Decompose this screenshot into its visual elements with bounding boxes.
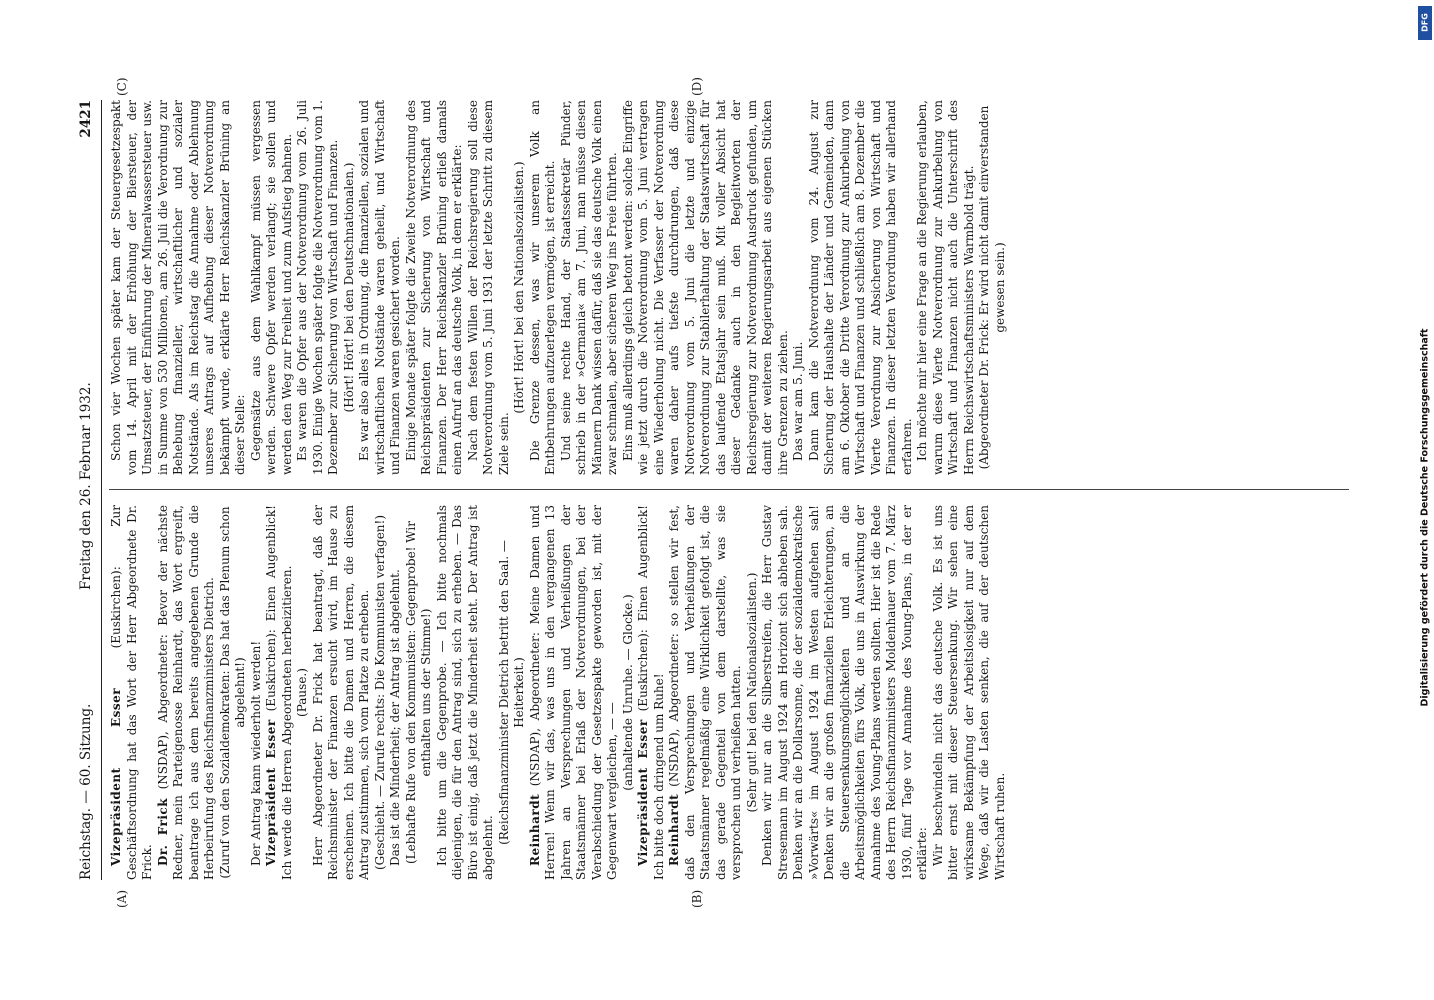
margin-letter-a: (A)	[115, 889, 129, 908]
interjection: (anhaltende Unruhe. — Glocke.)	[620, 594, 635, 791]
page-frame	[75, 77, 1405, 908]
text-paragraph: Der Antrag kann wiederholt werden!	[248, 640, 263, 866]
header-date: Freitag den 26. Februar 1932.	[78, 382, 94, 590]
text-paragraph: Gegensätze aus dem Wahlkampf müssen vergessen werden. Schwere Opfer werden verlangt; sie sollen und werden den Weg zur Freiheit und zum Aufstieg bahnen.	[248, 100, 294, 475]
margin-letter-d: (D)	[690, 77, 704, 96]
speech-text: (NSDAP), Abgeordneter: Meine Damen und Herren! Wenn wir das, was uns in den vergangenen 13 Jahren an Versprechungen und Verheißungen der Staatsmänner bei Erlaß der Notverordnungen, bei der Verabschiedung der Gesetzespakte geworden ist, mit der Gegenwart vergleichen, — —	[527, 505, 619, 880]
text-paragraph: Ich bitte um die Gegenprobe. — Ich bitte nochmals diejenigen, die für den Antrag sind, sich zu erheben. — Das Büro ist einig, daß jetzt die Minderheit steht. Der Antrag ist abgelehnt.	[434, 505, 495, 880]
dfg-logo: DFG	[1418, 6, 1432, 40]
interjection: (Sehr gut! bei den Nationalsozialisten.)	[744, 572, 759, 813]
text-paragraph: Es waren die Opfer aus der Notverordnung vom 26. Juli 1930. Einige Wochen später folgte die Notverordnung vom 1. Dezember zur Sicherung von Wirtschaft und Finanzen.	[295, 100, 340, 475]
text-paragraph: Ich möchte mir hier eine Frage an die Regierung erlauben, warum diese Vierte Notverordnung zur Ankurbelung von Wirtschaft und Finanzen nicht auch die Unterschrift des Herrn Reichswirtschaftsministers Warmbold trägt.	[915, 100, 976, 475]
text-paragraph: Herr Abgeordneter Dr. Frick hat beantragt, daß der Reichsminister der Finanzen ersucht wird, im Hause zu erscheinen. Ich bitte die Damen und Herren, die diesem Antrag zustimmen, sich vom Platze zu erheben.	[310, 505, 371, 880]
speaker-name: Vizepräsident Esser	[636, 719, 650, 866]
column-divider	[109, 489, 1349, 490]
speech-paragraph	[156, 505, 218, 880]
interjection: (Pause.)	[295, 668, 309, 717]
header-session: Reichstag. — 60. Sitzung.	[78, 703, 94, 880]
text-paragraph: Nach dem festen Willen der Reichsregierung soll diese Notverordnung vom 5. Juni 1931 der letzte Schritt zu diesem Ziele sein.	[465, 100, 511, 475]
text-paragraph: Und seine rechte Hand, der Staatssekretär Pünder, schrieb in der »Germania« am 7. Juni, man müsse diesen Männern Dank wissen dafür, daß sie das deutsche Volk einen zwar schmalen, aber sicheren Weg ins Freie führten.	[558, 100, 619, 475]
speaker-name: Reinhardt	[667, 793, 681, 866]
interjection: (Abgeordneter Dr. Frick: Er wird nicht damit einverstanden gewesen sein.)	[977, 105, 1007, 470]
interjection: (Lebhafte Rufe von den Kommunisten: Gegenprobe! Wir enthalten uns der Stimme!)	[403, 520, 433, 865]
interjection: (Hört! Hört! bei den Nationalsozialisten.)	[512, 161, 526, 414]
text-paragraph: Dann kam die Notverordnung vom 24. August zur Sicherung der Haushalte der Länder und Gemeinden, dann am 6. Oktober die Dritte Verordnung zur Ankurbelung von Wirtschaft und Finanzen und schließlich am 8. Dezember die Vierte Verordnung zur Absicherung von Wirtschaft und Finanzen. In dieser letzten Verordnung haben wir allerhand erfahren.	[806, 100, 914, 475]
interjection: (Hört! Hört! bei den Deutschnationalen.)	[341, 162, 356, 413]
speech-text: (Euskirchen): Zur Geschäftsordnung hat das Wort der Herr Abgeordnete Dr. Frick.	[109, 505, 154, 880]
text-paragraph: Denken wir nur an die Silberstreifen, die Herr Gustav Stresemann im August 1924 am Horizont sich abheben sah. Denken wir an die Dollarsonne, die der sozialdemokratische »Vorwärts« im August 1924 im Westen aufgehen sah! Denken wir an die großen finanziellen Erleichterungen, an die Steuersenkungsmöglichkeiten und an die Arbeitsmöglichkeiten fürs Volk, die uns in Auswirkung der Annahme des Young-Plans werden sollten. Hier ist die Rede des Herrn Reichsfinanzministers Moldenhauer vom 7. März 1930, fünf Tage vor Annahme des Young-Plans, in der er erklärte:	[760, 505, 929, 880]
text-paragraph: Die Grenze dessen, was wir unserem Volk an Entbehrungen aufzuerlegen vermögen, ist erreicht.	[527, 100, 557, 475]
speaker-name: Vizepräsident Esser	[264, 719, 278, 866]
speech-text: (NSDAP), Abgeordneter: so stellen wir fest, daß den Versprechungen und Verheißungen der Staatsmänner regelmäßig eine Wirklichkeit gefolgt ist, die das gerade Gegenteil von dem darstellte, was sie versprochen und verheißen hatten.	[667, 505, 743, 880]
left-column	[109, 505, 1389, 880]
rotated-document-page	[75, 77, 1405, 908]
page-number: 2421	[78, 100, 94, 138]
interjection: (Reichsfinanzminister Dietrich betritt den Saal. — Heiterkeit.)	[496, 540, 526, 845]
text-paragraph: Es war also alles in Ordnung, die finanziellen, sozialen und wirtschaftlichen Notstände waren geheilt, und Wirtschaft und Finanzen waren gesichert worden.	[357, 100, 402, 475]
digitization-note: Digitalisierung gefördert durch die Deutsche Forschungsgemeinschaft	[1419, 328, 1431, 707]
speech-text: (Euskirchen): Einen Augenblick! Ich werde die Herren Abgeordneten herbeizitieren.	[264, 505, 294, 880]
page-header	[75, 100, 102, 880]
speech-text: (Euskirchen): Einen Augenblick! Ich bitte doch dringend um Ruhe!	[636, 505, 666, 880]
speaker-name: Dr. Frick	[155, 797, 170, 866]
margin-letter-c: (C)	[115, 77, 129, 96]
speech-paragraph	[264, 505, 295, 880]
text-paragraph: Wir beschwindeln nicht das deutsche Volk. Es ist uns bitter ernst mit dieser Steuersenkung. Wir sehen eine wirksame Bekämpfung der Arbeitslosigkeit nur auf dem Wege, daß wir die Lasten senken, die auf der deutschen Wirtschaft ruhen.	[930, 505, 1007, 880]
speech-paragraph	[636, 505, 667, 880]
margin-letter-b: (B)	[690, 889, 704, 908]
right-column	[109, 100, 1389, 475]
text-paragraph: Das war am 5. Juni.	[791, 341, 805, 461]
speech-paragraph	[109, 505, 156, 880]
speech-paragraph	[667, 505, 745, 880]
text-paragraph: Das ist die Minderheit; der Antrag ist abgelehnt.	[388, 569, 402, 866]
text-paragraph: Eins muß allerdings gleich betont werden: solche Eingriffe wie jetzt durch die Notverordnung vom 5. Juni vertragen eine Wiederholung nicht. Die Verfasser der Notverordnung waren daher aufs tiefste durchdrungen, daß diese Notverordnung vom 5. Juni die letzte und einzige Notverordnung zur Stabilerhaltung der Staatswirtschaft für das laufende Etatsjahr sein muß. Mit voller Absicht hat dieser Gedanke auch in den Begleitworten der Reichsregierung zur Notverordnung Ausdruck gefunden, um damit der weiteren Regierungsarbeit aus eigenen Stücken ihre Grenzen zu ziehen.	[620, 100, 790, 475]
speaker-name: Vizepräsident Esser	[109, 687, 123, 866]
text-paragraph: Schon vier Wochen später kam der Steuergesetzespakt vom 14. April mit der Erhöhung der Biersteuer, der Umsatzsteuer, der Einführung der Mineralwassersteuer usw. in Summe von 530 Millionen, am 26. Juli die Verordnung zur Behebung finanzieller, wirtschaftlicher und sozialer Notstände. Als im Reichstag die Annahme oder Ablehnung unseres Antrags auf Aufhebung dieser Notverordnung bekämpft wurde, erklärte Herr Reichskanzler Brüning an dieser Stelle:	[109, 100, 247, 475]
speaker-name: Reinhardt	[527, 793, 542, 866]
text-paragraph: Einige Monate später folgte die Zweite Notverordnung des Reichspräsidenten zur Sicherung von Wirtschaft und Finanzen. Der Herr Reichskanzler Brüning erließ damals einen Aufruf an das deutsche Volk, in dem er erklärte:	[403, 100, 464, 475]
interjection: (Zuruf von den Sozialdemokraten: Das hat das Plenum schon abgelehnt!)	[217, 506, 247, 879]
speech-text: (NSDAP), Abgeordneter: Bevor der nächste Redner, mein Parteigenosse Reinhardt, das Wort ergreift, beantrage ich aus dem bereits angegebenen Grunde die Herbeirufung des Reichsfinanzministers Dietrich.	[155, 505, 216, 880]
speech-paragraph	[528, 505, 621, 880]
interjection: (Geschieht. — Zurufe rechts: Die Kommunisten verfagen!)	[372, 514, 387, 871]
